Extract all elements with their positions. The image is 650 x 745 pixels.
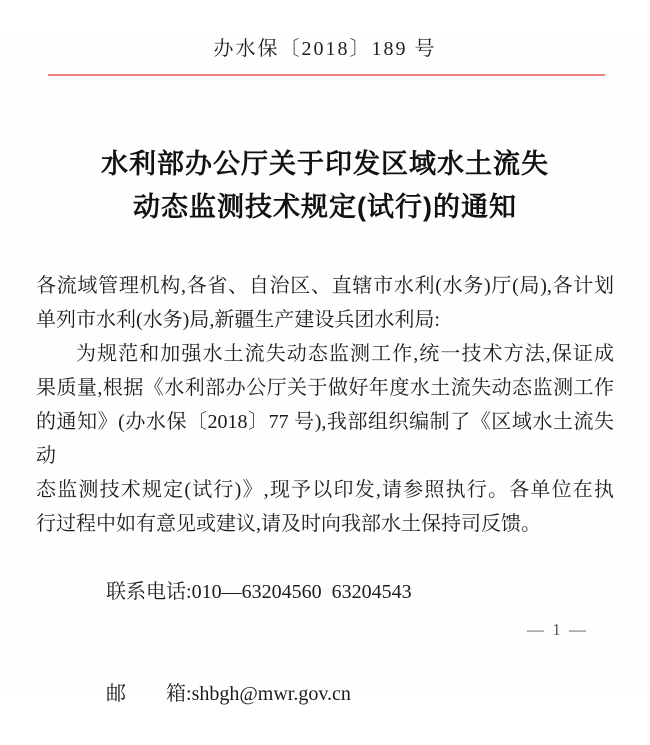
recipients-line: 各流域管理机构,各省、自治区、直辖市水利(水务)厅(局),各计划 <box>36 275 614 297</box>
paragraph-line: 果质量,根据《水利部办公厅关于做好年度水土流失动态监测工作 <box>36 377 614 399</box>
contact-email-line <box>36 643 614 745</box>
document-body <box>36 269 614 745</box>
document-title <box>0 143 650 229</box>
document-page <box>0 38 650 705</box>
paragraph-line: 的通知》(办水保〔2018〕77 号),我部组织编制了《区域水土流失动 <box>36 411 614 467</box>
paragraph-line: 为规范和加强水土流失动态监测工作,统一技术方法,保证成 <box>76 343 614 365</box>
contact-email-label: 邮 箱: <box>106 683 192 705</box>
doc-number: 办水保〔2018〕189 号 <box>213 38 437 60</box>
contact-phone-label: 联系电话: <box>106 581 192 603</box>
document-title-line2: 动态监测技术规定(试行)的通知 <box>133 192 517 222</box>
red-divider-line <box>48 74 605 76</box>
paragraph-line: 态监测技术规定(试行)》,现予以印发,请参照执行。各单位在执 <box>36 479 614 501</box>
page-number: — 1 — <box>527 620 588 639</box>
contact-email-value: shbgh@mwr.gov.cn <box>191 683 351 705</box>
recipients-line: 单列市水利(水务)局,新疆生产建设兵团水利局: <box>36 309 440 331</box>
contact-phone-value: 010—63204560 63204543 <box>191 581 412 603</box>
document-title-line1: 水利部办公厅关于印发区域水土流失 <box>101 149 549 179</box>
paragraph-line: 行过程中如有意见或建议,请及时向我部水土保持司反馈。 <box>36 513 541 535</box>
